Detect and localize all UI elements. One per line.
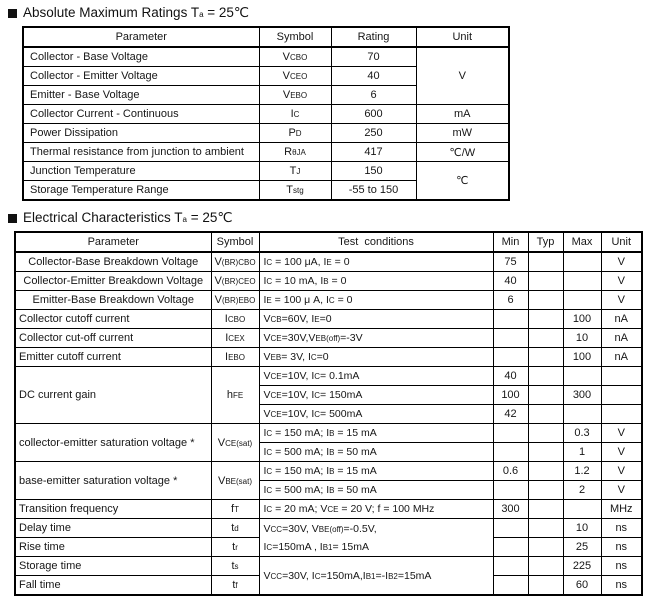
symbol-cell: VBE(sat) <box>211 462 259 500</box>
param-cell: Emitter - Base Voltage <box>23 86 259 105</box>
square-bullet-icon <box>8 9 17 18</box>
typ-cell <box>528 310 563 329</box>
max-cell: 10 <box>563 519 601 538</box>
rating-cell: 600 <box>331 105 416 124</box>
condition-cell: IC = 10 mA, IB = 0 <box>259 272 493 291</box>
typ-cell <box>528 443 563 462</box>
ec-title-text: Electrical Characteristics Ta = 25℃ <box>23 210 233 225</box>
typ-cell <box>528 252 563 272</box>
unit-cell: V <box>601 424 642 443</box>
max-cell <box>563 291 601 310</box>
param-cell: Delay time <box>15 519 211 538</box>
unit-cell: ns <box>601 538 642 557</box>
symbol-cell: td <box>211 519 259 538</box>
amr-section-title <box>8 5 647 21</box>
symbol-cell: ICEX <box>211 329 259 348</box>
min-cell: 42 <box>493 405 528 424</box>
symbol-cell: fT <box>211 500 259 519</box>
absolute-maximum-ratings-table <box>22 26 510 201</box>
condition-cell: VCC=30V, IC=150mA,IB1=-IB2=15mA <box>259 557 493 596</box>
table-row <box>15 500 642 519</box>
table-row <box>15 272 642 291</box>
table-row <box>23 143 509 162</box>
max-cell <box>563 252 601 272</box>
param-cell: Fall time <box>15 576 211 596</box>
min-cell <box>493 329 528 348</box>
unit-cell: V <box>601 443 642 462</box>
table-row <box>15 519 642 538</box>
min-cell: 300 <box>493 500 528 519</box>
param-cell: Collector - Emitter Voltage <box>23 67 259 86</box>
condition-cell: VCE=10V, IC= 150mA <box>259 386 493 405</box>
rating-cell: -55 to 150 <box>331 181 416 201</box>
param-cell: Transition frequency <box>15 500 211 519</box>
unit-cell <box>601 367 642 386</box>
table-row <box>15 329 642 348</box>
symbol-cell: RθJA <box>259 143 331 162</box>
typ-cell <box>528 576 563 596</box>
symbol-cell: IC <box>259 105 331 124</box>
symbol-cell: TJ <box>259 162 331 181</box>
rating-cell: 6 <box>331 86 416 105</box>
table-row <box>23 47 509 67</box>
unit-cell <box>601 405 642 424</box>
table-row <box>15 462 642 481</box>
param-cell: Collector Current - Continuous <box>23 105 259 124</box>
min-cell: 0.6 <box>493 462 528 481</box>
condition-cell: VEB= 3V, IC=0 <box>259 348 493 367</box>
unit-cell: MHz <box>601 500 642 519</box>
condition-cell: IC = 500 mA; IB = 50 mA <box>259 481 493 500</box>
symbol-cell: V(BR)EBO <box>211 291 259 310</box>
unit-cell: ns <box>601 519 642 538</box>
condition-cell <box>259 519 493 557</box>
square-bullet-icon <box>8 214 17 223</box>
min-cell <box>493 310 528 329</box>
symbol-cell: tf <box>211 576 259 596</box>
unit-cell: ns <box>601 557 642 576</box>
param-cell: Collector-Emitter Breakdown Voltage <box>15 272 211 291</box>
max-cell: 10 <box>563 329 601 348</box>
min-cell <box>493 481 528 500</box>
unit-cell: nA <box>601 329 642 348</box>
typ-cell <box>528 519 563 538</box>
max-cell <box>563 272 601 291</box>
symbol-cell: ICBO <box>211 310 259 329</box>
min-cell <box>493 538 528 557</box>
unit-cell: mW <box>416 124 509 143</box>
min-cell: 40 <box>493 367 528 386</box>
param-cell: Power Dissipation <box>23 124 259 143</box>
rating-cell: 250 <box>331 124 416 143</box>
unit-cell: mA <box>416 105 509 124</box>
symbol-cell: IEBO <box>211 348 259 367</box>
max-cell: 100 <box>563 310 601 329</box>
typ-cell <box>528 329 563 348</box>
typ-cell <box>528 367 563 386</box>
table-row <box>23 124 509 143</box>
table-row <box>15 252 642 272</box>
condition-cell: VCB=60V, IE=0 <box>259 310 493 329</box>
param-cell: Collector - Base Voltage <box>23 47 259 67</box>
condition-cell: IC = 150 mA; IB = 15 mA <box>259 424 493 443</box>
min-cell: 100 <box>493 386 528 405</box>
condition-cell: IC = 150 mA; IB = 15 mA <box>259 462 493 481</box>
symbol-cell: VCEO <box>259 67 331 86</box>
typ-cell <box>528 272 563 291</box>
electrical-characteristics-table <box>14 231 643 596</box>
typ-cell <box>528 348 563 367</box>
col-header-parameter: Parameter <box>15 232 211 252</box>
table-header-row <box>23 27 509 47</box>
ec-section-title <box>8 210 647 226</box>
col-header-rating: Rating <box>331 27 416 47</box>
col-header-parameter: Parameter <box>23 27 259 47</box>
unit-cell: V <box>601 291 642 310</box>
min-cell: 75 <box>493 252 528 272</box>
min-cell: 40 <box>493 272 528 291</box>
max-cell <box>563 367 601 386</box>
condition-line-1: VCC=30V, VBE(off)=-0.5V, <box>263 522 377 535</box>
max-cell <box>563 500 601 519</box>
table-row <box>15 348 642 367</box>
param-cell: Emitter-Base Breakdown Voltage <box>15 291 211 310</box>
min-cell <box>493 348 528 367</box>
symbol-cell: Tstg <box>259 181 331 201</box>
symbol-cell: ts <box>211 557 259 576</box>
col-header-symbol: Symbol <box>259 27 331 47</box>
param-cell: base-emitter saturation voltage * <box>15 462 211 500</box>
max-cell <box>563 405 601 424</box>
min-cell <box>493 576 528 596</box>
param-cell: Thermal resistance from junction to ambient <box>23 143 259 162</box>
max-cell: 100 <box>563 348 601 367</box>
max-cell: 1 <box>563 443 601 462</box>
condition-cell: VCE=10V, IC= 0.1mA <box>259 367 493 386</box>
param-cell: Collector-Base Breakdown Voltage <box>15 252 211 272</box>
unit-cell: nA <box>601 348 642 367</box>
typ-cell <box>528 405 563 424</box>
unit-cell: V <box>601 272 642 291</box>
min-cell <box>493 424 528 443</box>
unit-cell: V <box>601 252 642 272</box>
col-header-min: Min <box>493 232 528 252</box>
param-cell: Rise time <box>15 538 211 557</box>
max-cell: 25 <box>563 538 601 557</box>
unit-cell: ns <box>601 576 642 596</box>
max-cell: 225 <box>563 557 601 576</box>
max-cell: 2 <box>563 481 601 500</box>
param-cell: DC current gain <box>15 367 211 424</box>
typ-cell <box>528 462 563 481</box>
symbol-cell: tr <box>211 538 259 557</box>
condition-line-2: IC=150mA , IB1= 15mA <box>263 540 369 553</box>
table-row <box>15 310 642 329</box>
table-row <box>23 105 509 124</box>
unit-cell: ℃/W <box>416 143 509 162</box>
max-cell: 0.3 <box>563 424 601 443</box>
symbol-cell: hFE <box>211 367 259 424</box>
param-cell: collector-emitter saturation voltage * <box>15 424 211 462</box>
condition-cell: IC = 500 mA; IB = 50 mA <box>259 443 493 462</box>
unit-cell <box>601 386 642 405</box>
col-header-max: Max <box>563 232 601 252</box>
condition-cell: VCE=10V, IC= 500mA <box>259 405 493 424</box>
min-cell <box>493 557 528 576</box>
rating-cell: 40 <box>331 67 416 86</box>
symbol-cell: PD <box>259 124 331 143</box>
min-cell: 6 <box>493 291 528 310</box>
param-cell: Collector cutoff current <box>15 310 211 329</box>
max-cell: 60 <box>563 576 601 596</box>
table-header-row <box>15 232 642 252</box>
typ-cell <box>528 557 563 576</box>
col-header-test-conditions: Test conditions <box>259 232 493 252</box>
typ-cell <box>528 291 563 310</box>
unit-cell: V <box>601 481 642 500</box>
typ-cell <box>528 538 563 557</box>
typ-cell <box>528 424 563 443</box>
symbol-cell: V(BR)CEO <box>211 272 259 291</box>
col-header-unit: Unit <box>416 27 509 47</box>
unit-cell: ℃ <box>416 162 509 201</box>
symbol-cell: VCBO <box>259 47 331 67</box>
param-cell: Storage Temperature Range <box>23 181 259 201</box>
table-row <box>15 424 642 443</box>
condition-cell: VCE=30V,VEB(off)=-3V <box>259 329 493 348</box>
condition-cell: IE = 100 μ A, IC = 0 <box>259 291 493 310</box>
max-cell: 300 <box>563 386 601 405</box>
min-cell <box>493 519 528 538</box>
unit-cell: V <box>416 47 509 105</box>
condition-cell: IC = 100 μA, IE = 0 <box>259 252 493 272</box>
rating-cell: 417 <box>331 143 416 162</box>
symbol-cell: VEBO <box>259 86 331 105</box>
min-cell <box>493 443 528 462</box>
max-cell: 1.2 <box>563 462 601 481</box>
table-row <box>15 367 642 386</box>
typ-cell <box>528 481 563 500</box>
col-header-unit: Unit <box>601 232 642 252</box>
param-cell: Collector cut-off current <box>15 329 211 348</box>
col-header-typ: Typ <box>528 232 563 252</box>
unit-cell: nA <box>601 310 642 329</box>
col-header-symbol: Symbol <box>211 232 259 252</box>
table-row <box>23 162 509 181</box>
typ-cell <box>528 500 563 519</box>
amr-title-text: Absolute Maximum Ratings Ta = 25℃ <box>23 5 250 20</box>
unit-cell: V <box>601 462 642 481</box>
typ-cell <box>528 386 563 405</box>
param-cell: Storage time <box>15 557 211 576</box>
condition-cell: IC = 20 mA; VCE = 20 V; f = 100 MHz <box>259 500 493 519</box>
symbol-cell: VCE(sat) <box>211 424 259 462</box>
table-row <box>15 557 642 576</box>
symbol-cell: V(BR)CBO <box>211 252 259 272</box>
rating-cell: 70 <box>331 47 416 67</box>
rating-cell: 150 <box>331 162 416 181</box>
param-cell: Junction Temperature <box>23 162 259 181</box>
param-cell: Emitter cutoff current <box>15 348 211 367</box>
table-row <box>15 291 642 310</box>
